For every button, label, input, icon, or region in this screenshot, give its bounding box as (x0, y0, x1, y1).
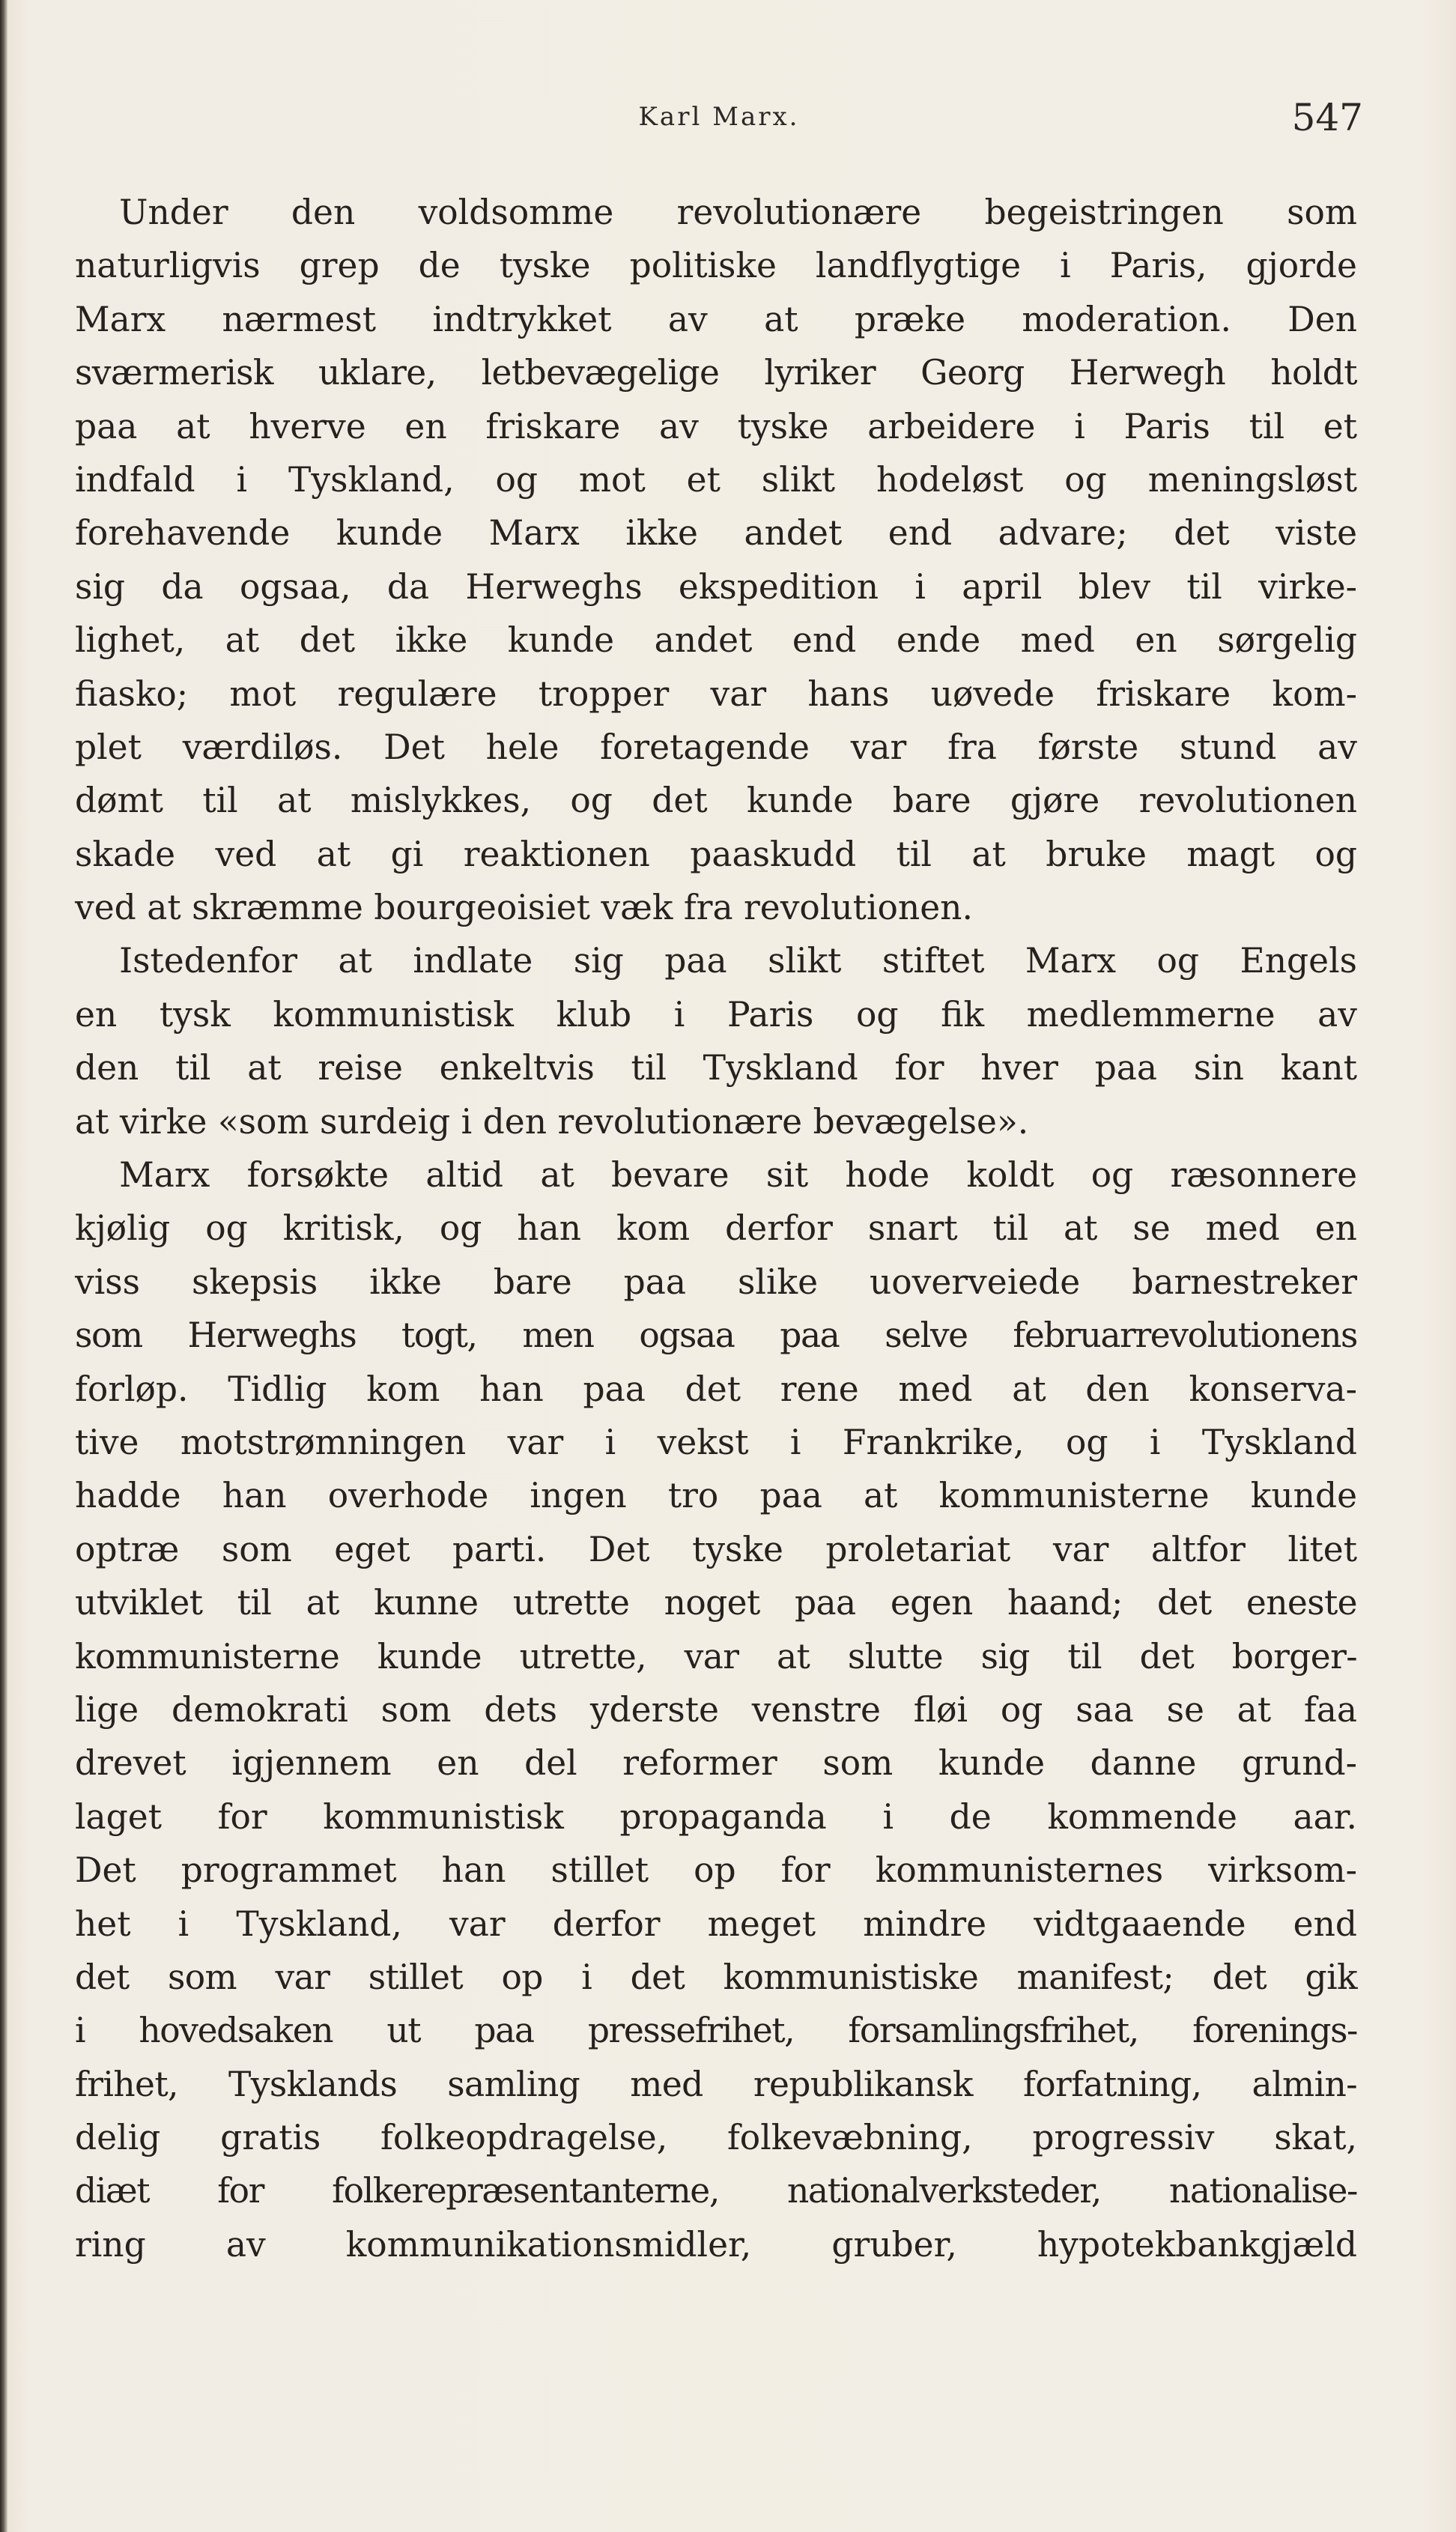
text-line: fiasko; mot regulære tropper var hans uøvede friskare kom- (75, 673, 1357, 714)
text-line: kjølig og kritisk, og han kom derfor snart til at se med en (75, 1208, 1357, 1249)
text-line: i hovedsaken ut paa pressefrihet, forsamlingsfrihet, forenings- (75, 2011, 1357, 2051)
text-line: den til at reise enkeltvis til Tyskland for hver paa sin kant (75, 1048, 1357, 1088)
text-line: dømt til at mislykkes, og det kunde bare gjøre revolutionen (75, 781, 1357, 821)
text-line: lige demokrati som dets yderste venstre fløi og saa se at faa (75, 1689, 1357, 1730)
text-line: skade ved at gi reaktionen paaskudd til at bruke magt og (75, 834, 1357, 874)
text-line: som Herweghs togt, men ogsaa paa selve februarrevolutionens (75, 1315, 1357, 1356)
text-line: Marx forsøkte altid at bevare sit hode koldt og ræsonnere (119, 1155, 1357, 1196)
running-title: Karl Marx. (638, 102, 800, 132)
text-line: utviklet til at kunne utrette noget paa egen haand; det eneste (75, 1583, 1357, 1623)
text-line: forløp. Tidlig kom han paa det rene med at den konserva- (75, 1369, 1357, 1409)
text-line: sig da ogsaa, da Herweghs ekspedition i april blev til virke- (75, 566, 1357, 607)
text-line: kommunisterne kunde utrette, var at slutte sig til det borger- (75, 1636, 1357, 1677)
text-line: hadde han overhode ingen tro paa at kommunisterne kunde (75, 1476, 1357, 1516)
text-line: diæt for folkerepræsentanterne, nationalverksteder, nationalise- (75, 2171, 1357, 2211)
text-line: lighet, at det ikke kunde andet end ende med en sørgelig (75, 620, 1357, 661)
text-line: Istedenfor at indlate sig paa slikt stiftet Marx og Engels (119, 941, 1357, 981)
running-head (75, 96, 1363, 148)
text-line: delig gratis folkeopdragelse, folkevæbning, progressiv skat, (75, 2118, 1357, 2158)
text-line: ved at skræmme bourgeoisiet væk fra revolutionen. (75, 888, 973, 928)
text-line: laget for kommunistisk propaganda i de kommende aar. (75, 1796, 1357, 1837)
page-number: 547 (1291, 96, 1363, 139)
text-line: optræ som eget parti. Det tyske proletariat var altfor litet (75, 1529, 1357, 1569)
text-line: forehavende kunde Marx ikke andet end advare; det viste (75, 513, 1357, 554)
text-line: sværmerisk uklare, letbevægelige lyriker Georg Herwegh holdt (75, 353, 1357, 393)
text-line: naturligvis grep de tyske politiske landflygtige i Paris, gjorde (75, 246, 1357, 286)
text-line: tive motstrømningen var i vekst i Frankrike, og i Tyskland (75, 1422, 1357, 1462)
text-line: het i Tyskland, var derfor meget mindre vidtgaaende end (75, 1903, 1357, 1944)
text-line: paa at hverve en friskare av tyske arbeidere i Paris til et (75, 406, 1357, 446)
text-line: Det programmet han stillet op for kommunisternes virksom- (75, 1850, 1357, 1891)
text-line: viss skepsis ikke bare paa slike uoverveiede barnestreker (75, 1262, 1357, 1302)
text-line: frihet, Tysklands samling med republikansk forfatning, almin- (75, 2064, 1357, 2104)
text-line: Marx nærmest indtrykket av at præke moderation. Den (75, 299, 1357, 339)
text-line: en tysk kommunistisk klub i Paris og fik medlemmerne av (75, 994, 1357, 1035)
text-line: ring av kommunikationsmidler, gruber, hypotekbankgjæld (75, 2224, 1357, 2265)
text-line: Under den voldsomme revolutionære begeistringen som (119, 193, 1357, 232)
text-line: det som var stillet op i det kommunistiske manifest; det gik (75, 1957, 1357, 1997)
text-line: plet værdiløs. Det hele foretagende var fra første stund av (75, 727, 1357, 767)
body-text (75, 186, 1357, 2271)
text-line: indfald i Tyskland, og mot et slikt hodeløst og meningsløst (75, 459, 1357, 500)
page-binding-edge (0, 0, 7, 2532)
text-line: at virke «som surdeig i den revolutionære bevægelse». (75, 1101, 1029, 1142)
text-line: drevet igjennem en del reformer som kunde danne grund- (75, 1743, 1357, 1784)
